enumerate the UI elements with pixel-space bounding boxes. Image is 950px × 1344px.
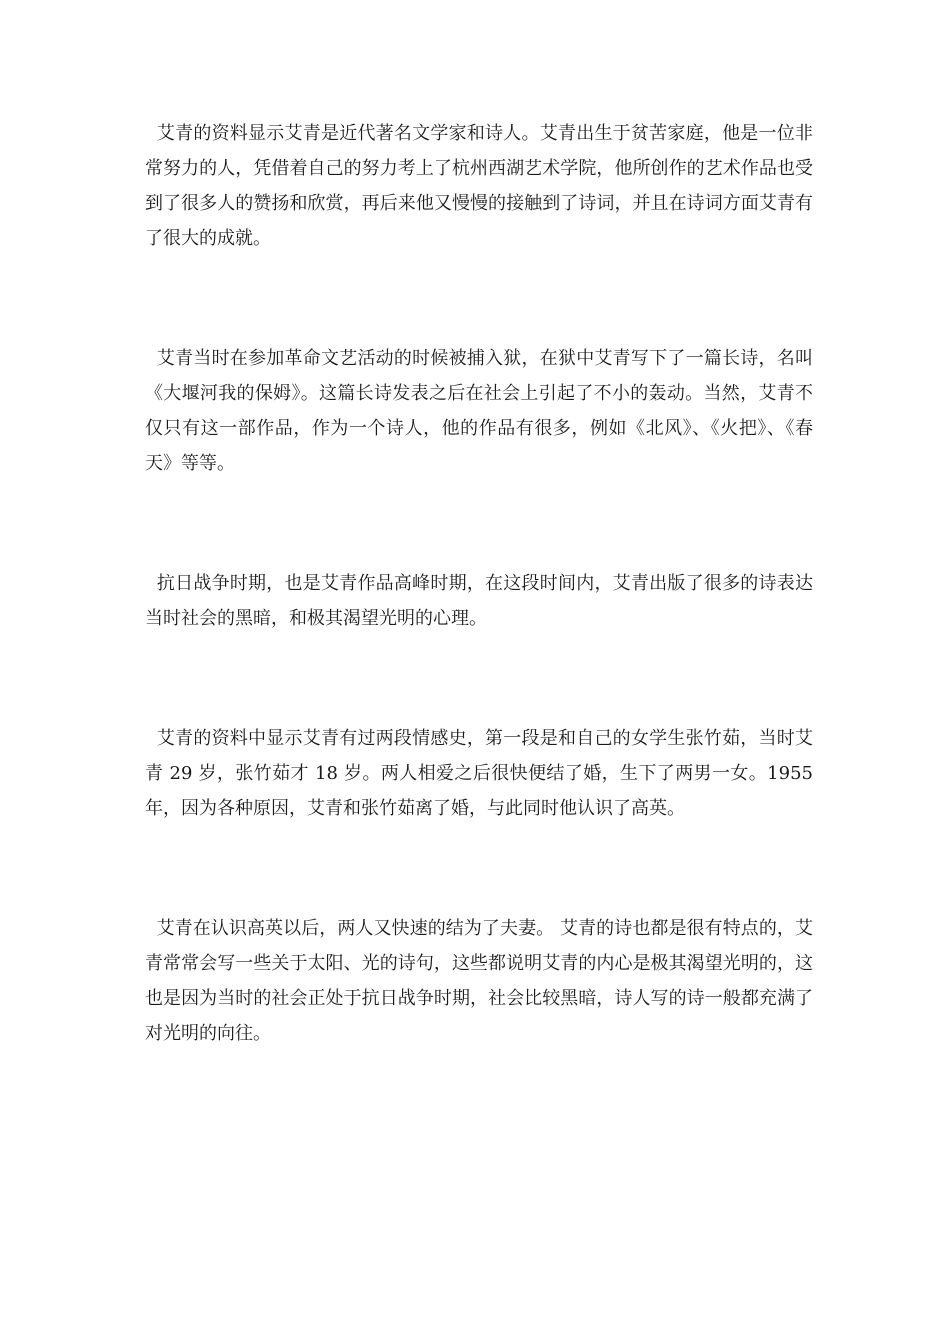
paragraph-4: 艾青的资料中显示艾青有过两段情感史，第一段是和自己的女学生张竹茹，当时艾青 29 岁，张竹茹才 18 岁。两人相爱之后很快便结了婚，生下了两男一女。1955 年，因为各种原因，艾青和张竹茹离了婚，与此同时他认识了高英。 — [145, 728, 819, 819]
paragraph-3: 抗日战争时期，也是艾青作品高峰时期，在这段时间内，艾青出版了很多的诗表达当时社会的黑暗，和极其渴望光明的心理。 — [145, 573, 813, 629]
document-body — [145, 116, 819, 1051]
paragraph-2: 艾青当时在参加革命文艺活动的时候被捕入狱，在狱中艾青写下了一篇长诗，名叫《大堰河我的保姆》。这篇长诗发表之后在社会上引起了不小的轰动。当然，艾青不仅只有这一部作品，作为一个诗人，他的作品有很多，例如《北风》、《火把》、《春天》等等。 — [145, 348, 813, 474]
paragraph-1: 艾青的资料显示艾青是近代著名文学家和诗人。艾青出生于贫苦家庭，他是一位非常努力的人，凭借着自己的努力考上了杭州西湖艺术学院，他所创作的艺术作品也受到了很多人的赞扬和欣赏，再后来他又慢慢的接触到了诗词，并且在诗词方面艾青有了很大的成就。 — [145, 123, 813, 249]
paragraph-5: 艾青在认识高英以后，两人又快速的结为了夫妻。 艾青的诗也都是很有特点的，艾青常常会写一些关于太阳、光的诗句，这些都说明艾青的内心是极其渴望光明的，这也是因为当时的社会正处于抗日战争时期，社会比较黑暗，诗人写的诗一般都充满了对光明的向往。 — [145, 918, 813, 1044]
